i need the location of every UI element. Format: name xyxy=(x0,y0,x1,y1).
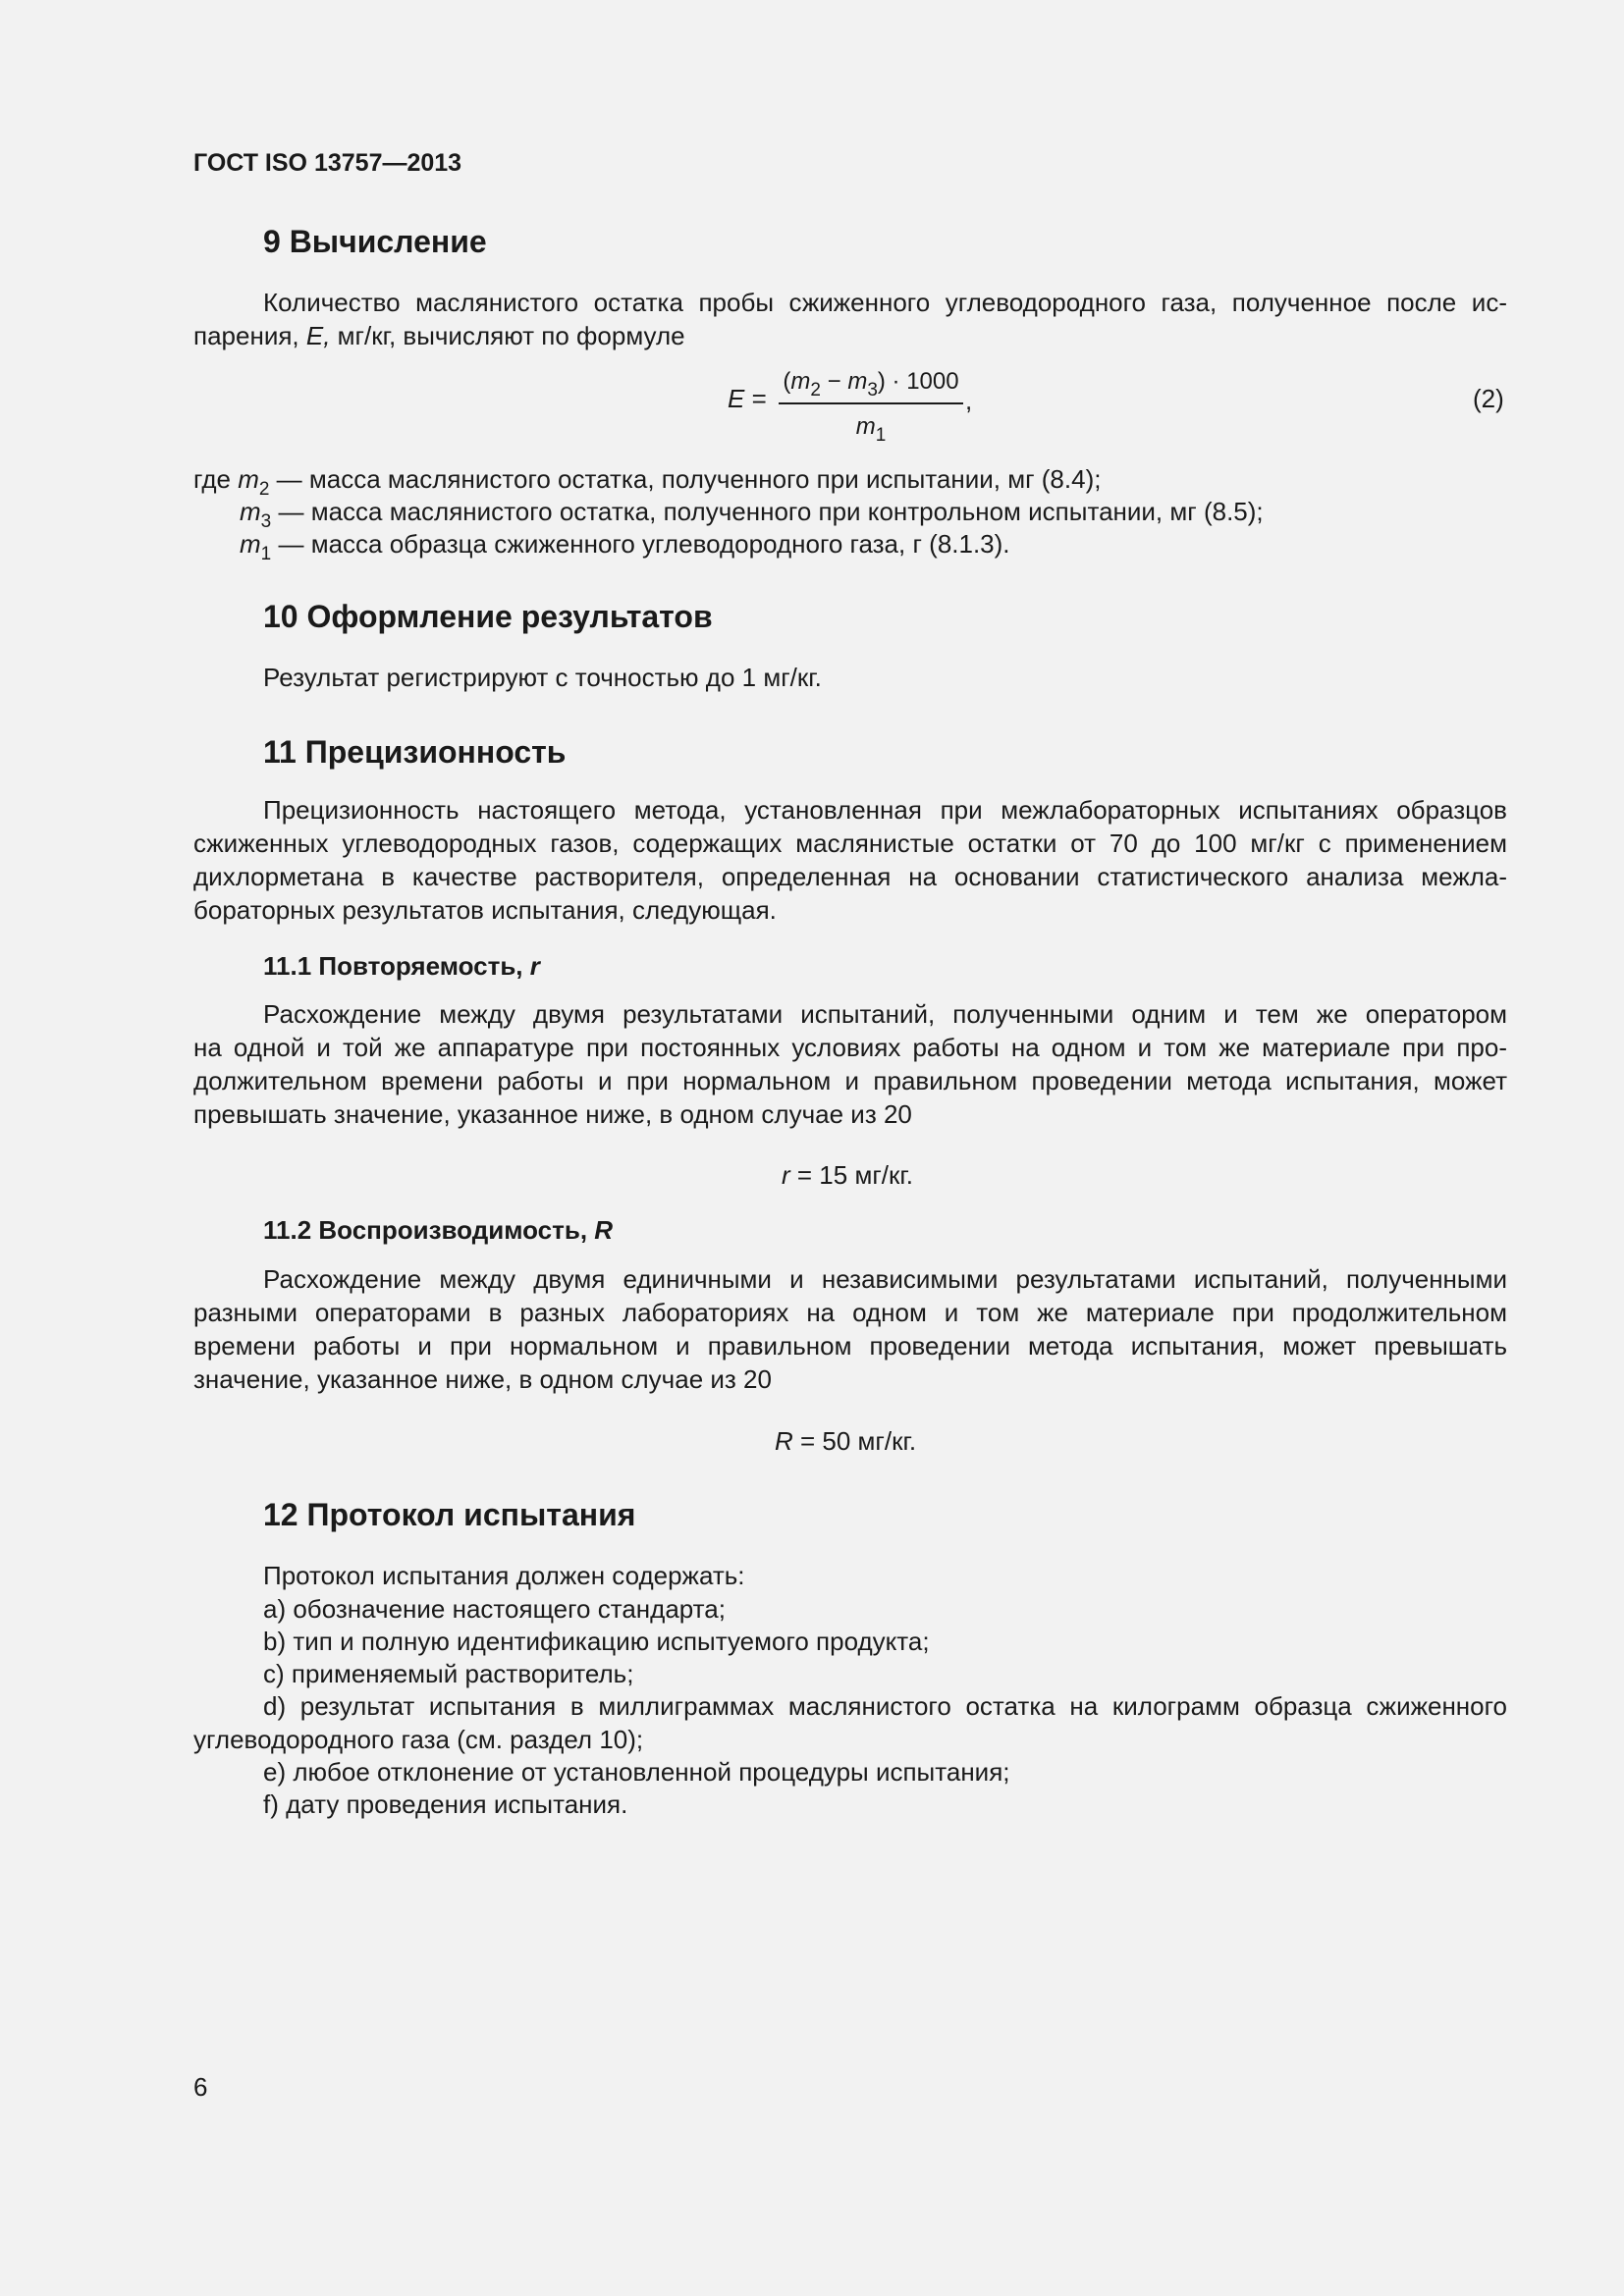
formula-lhs: E = xyxy=(728,384,767,413)
definition-m2: где $m_2$ — масса маслянистого остатка, полученного при испытании, мг (8.4); xyxy=(193,464,1102,500)
list-item: c) применяемый растворитель; xyxy=(263,1659,634,1688)
section-10-text: Результат регистрируют с точностью до 1 мг/кг. xyxy=(263,663,822,692)
section-11-2-title: 11.2 Воспроизводимость, R xyxy=(263,1215,614,1245)
list-item-continuation: углеводородного газа (см. раздел 10); xyxy=(193,1725,644,1754)
formula-numerator: $(m_2 - m_3) \cdot 1000$ xyxy=(783,368,959,400)
formula-fraction xyxy=(779,365,963,444)
reproducibility-value: R = 50 мг/кг. xyxy=(775,1426,917,1456)
fraction-bar xyxy=(779,402,963,404)
page-number: 6 xyxy=(193,2072,208,2102)
section-12-title: 12 Протокол испытания xyxy=(263,1497,636,1532)
definition-m3: $m_3$ — масса маслянистого остатка, полученного при контрольном испытании, мг (8.5); xyxy=(240,497,1264,532)
list-item: b) тип и полную идентификацию испытуемого продукта; xyxy=(263,1627,930,1656)
document-header: ГОСТ ISO 13757—2013 xyxy=(193,149,462,177)
section-9-title: 9 Вычисление xyxy=(263,224,487,259)
section-9-intro-line1: Количество маслянистого остатка пробы сжиженного углеводородного газа, полученное после ис- xyxy=(263,288,1507,317)
definition-m1: $m_1$ — масса образца сжиженного углеводородного газа, г (8.1.3). xyxy=(240,529,1010,564)
formula-number: (2) xyxy=(1473,384,1504,413)
variable-e: E, xyxy=(305,321,331,350)
list-item: f) дату проведения испытания. xyxy=(263,1789,628,1819)
section-11-text: Прецизионность настоящего метода, установленная при межлабораторных испытаниях образцов сжиженных углеводородных газов, содержащих маслянистые остатки от 70 до 100 мг/кг с применением дихлорметана в качестве растворителя, определенная на основании статистического анализа межла- бораторных результатов испытания, следующая. xyxy=(193,795,1507,925)
repeatability-value: r = 15 мг/кг. xyxy=(782,1160,913,1190)
section-9-intro xyxy=(193,286,1507,352)
list-item: a) обозначение настоящего стандарта; xyxy=(263,1594,726,1624)
section-11-title: 11 Прецизионность xyxy=(263,734,567,770)
section-10-title: 10 Оформление результатов xyxy=(263,599,713,634)
formula-denominator: $m_1$ xyxy=(855,413,887,446)
section-11-1-text: Расхождение между двумя результатами испытаний, полученными одним и тем же оператором на одной и той же аппаратуре при постоянных условиях работы на одном и том же материале при про- должительном времени работы и при нормальном и правильном проведении метода испытания, может превышать значение, указанное ниже, в одном случае из 20 xyxy=(193,999,1507,1129)
list-item: d) результат испытания в миллиграммах маслянистого остатка на килограмм образца сжиженного xyxy=(263,1691,1507,1721)
formula-comma: , xyxy=(965,386,973,415)
list-item: e) любое отклонение от установленной процедуры испытания; xyxy=(263,1757,1010,1787)
section-9-intro-line2: парения, E, мг/кг, вычисляют по формуле xyxy=(193,321,685,350)
section-12-intro: Протокол испытания должен содержать: xyxy=(263,1561,745,1590)
section-11-1-title: 11.1 Повторяемость, r xyxy=(263,951,540,981)
section-11-2-text: Расхождение между двумя единичными и независимыми результатами испытаний, полученными разными операторами в разных лабораториях на одном и том же материале при продолжительном времени работы и при нормальном и правильном проведении метода испытания, может превышать значение, указанное ниже, в одном случае из 20 xyxy=(193,1264,1507,1394)
